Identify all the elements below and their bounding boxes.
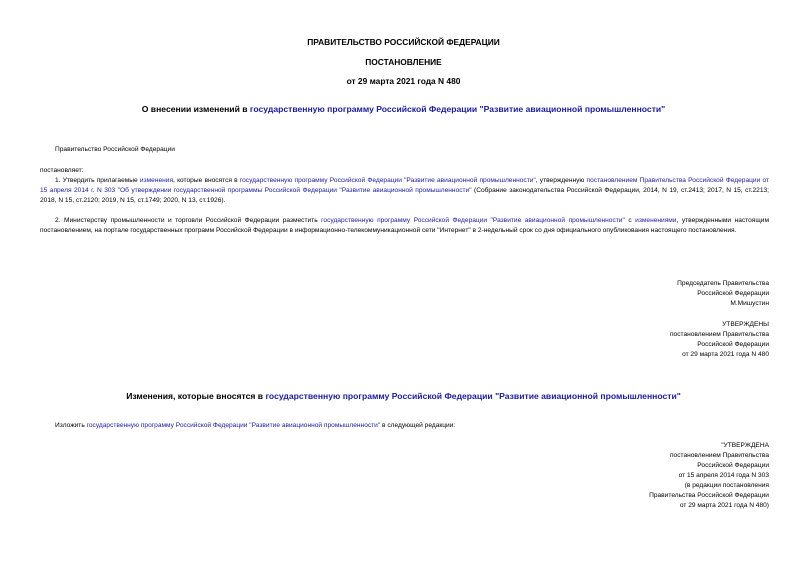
p1-program-link[interactable]: государственную программу Российской Федерации "Развитие авиационной промышленности" bbox=[239, 177, 536, 184]
paragraph-2 bbox=[40, 216, 769, 236]
changes-title-prefix: Изменения, которые вносятся в bbox=[126, 391, 266, 401]
approval-block-2 bbox=[509, 441, 769, 511]
approval2-line2: постановлением Правительства bbox=[669, 452, 769, 459]
p2-text-2: с bbox=[624, 217, 636, 224]
title-prefix: О внесении изменений в bbox=[141, 104, 250, 114]
state-instruction bbox=[55, 421, 455, 431]
p1-changes-link[interactable]: изменения bbox=[139, 177, 174, 184]
approval1-line4: от 29 марта 2021 года N 480 bbox=[682, 351, 769, 358]
p2-text-1: 2. Министерству промышленности и торговли Российской Федерации разместить bbox=[55, 217, 322, 224]
approval1-line1: УТВЕРЖДЕНЫ bbox=[722, 321, 769, 328]
p1-text-1: 1. Утвердить прилагаемые bbox=[55, 177, 140, 184]
date-number-heading: от 29 марта 2021 года N 480 bbox=[346, 76, 461, 86]
state-text-1: Изложить bbox=[55, 422, 87, 429]
title-program-link[interactable]: государственную программу Российской Федерации "Развитие авиационной промышленности" bbox=[249, 104, 666, 114]
p2-changes-link[interactable]: изменениями bbox=[635, 217, 677, 224]
changes-title-program-link[interactable]: государственную программу Российской Федерации "Развитие авиационной промышленности" bbox=[265, 391, 681, 401]
state-program-link[interactable]: государственную программу Российской Федерации "Развитие авиационной промышленности" bbox=[86, 422, 381, 429]
document-title bbox=[0, 104, 807, 114]
signature-name: М.Мишустин bbox=[730, 300, 769, 307]
government-text: Правительство Российской Федерации bbox=[55, 146, 175, 153]
p1-text-3: , утвержденную bbox=[535, 177, 587, 184]
approval-block-1 bbox=[509, 320, 769, 360]
p1-resolution-link[interactable]: постановлением Правительства Российской Федерации от 15 апреля 2014 г. N 303 "Об утверждении государственной программы Российской Федерации "Развитие авиационной промышленности" bbox=[40, 177, 770, 194]
approval2-line4: от 15 апреля 2014 года N 303 bbox=[678, 472, 769, 479]
decides-text: постановляет: bbox=[40, 167, 84, 174]
p1-text-2: , которые вносятся в bbox=[173, 177, 240, 184]
p2-program-link[interactable]: государственную программу Российской Федерации "Развитие авиационной промышленности" bbox=[321, 217, 625, 224]
p1-text-4: (Собрание законодательства Российской Федерации, 2014, N 19, ст.2413; 2017, N 15, ст.2213; 2018, N 15, ст.2120; 2019, N 15, ст.1749; 2020, N 13, ст.1926). bbox=[40, 187, 769, 204]
changes-title bbox=[0, 391, 807, 401]
signature-country: Российской Федерации bbox=[697, 290, 769, 297]
org-heading: ПРАВИТЕЛЬСТВО РОССИЙСКОЙ ФЕДЕРАЦИИ bbox=[307, 37, 500, 47]
approval2-line6: Правительства Российской Федерации bbox=[649, 492, 769, 499]
paragraph-1 bbox=[40, 176, 769, 206]
approval2-line7: от 29 марта 2021 года N 480) bbox=[679, 502, 769, 509]
approval2-line5: (в редакции постановления bbox=[684, 482, 769, 489]
approval1-line3: Российской Федерации bbox=[697, 341, 769, 348]
state-text-2: в следующей редакции: bbox=[380, 422, 456, 429]
approval2-line1: "УТВЕРЖДЕНА bbox=[721, 442, 769, 449]
approval1-line2: постановлением Правительства bbox=[669, 331, 769, 338]
doc-type-heading: ПОСТАНОВЛЕНИЕ bbox=[365, 57, 442, 67]
signature-block bbox=[509, 279, 769, 309]
signature-position: Председатель Правительства bbox=[677, 280, 769, 287]
p2-text-3: , утвержденными настоящим постановлением, на портале государственных программ Российской Федерации в информационно-телекоммуникационной сети "Интернет" в 2-недельный срок со дня официального опубликования настоящего постановления. bbox=[40, 217, 770, 234]
approval2-line3: Российской Федерации bbox=[697, 462, 769, 469]
